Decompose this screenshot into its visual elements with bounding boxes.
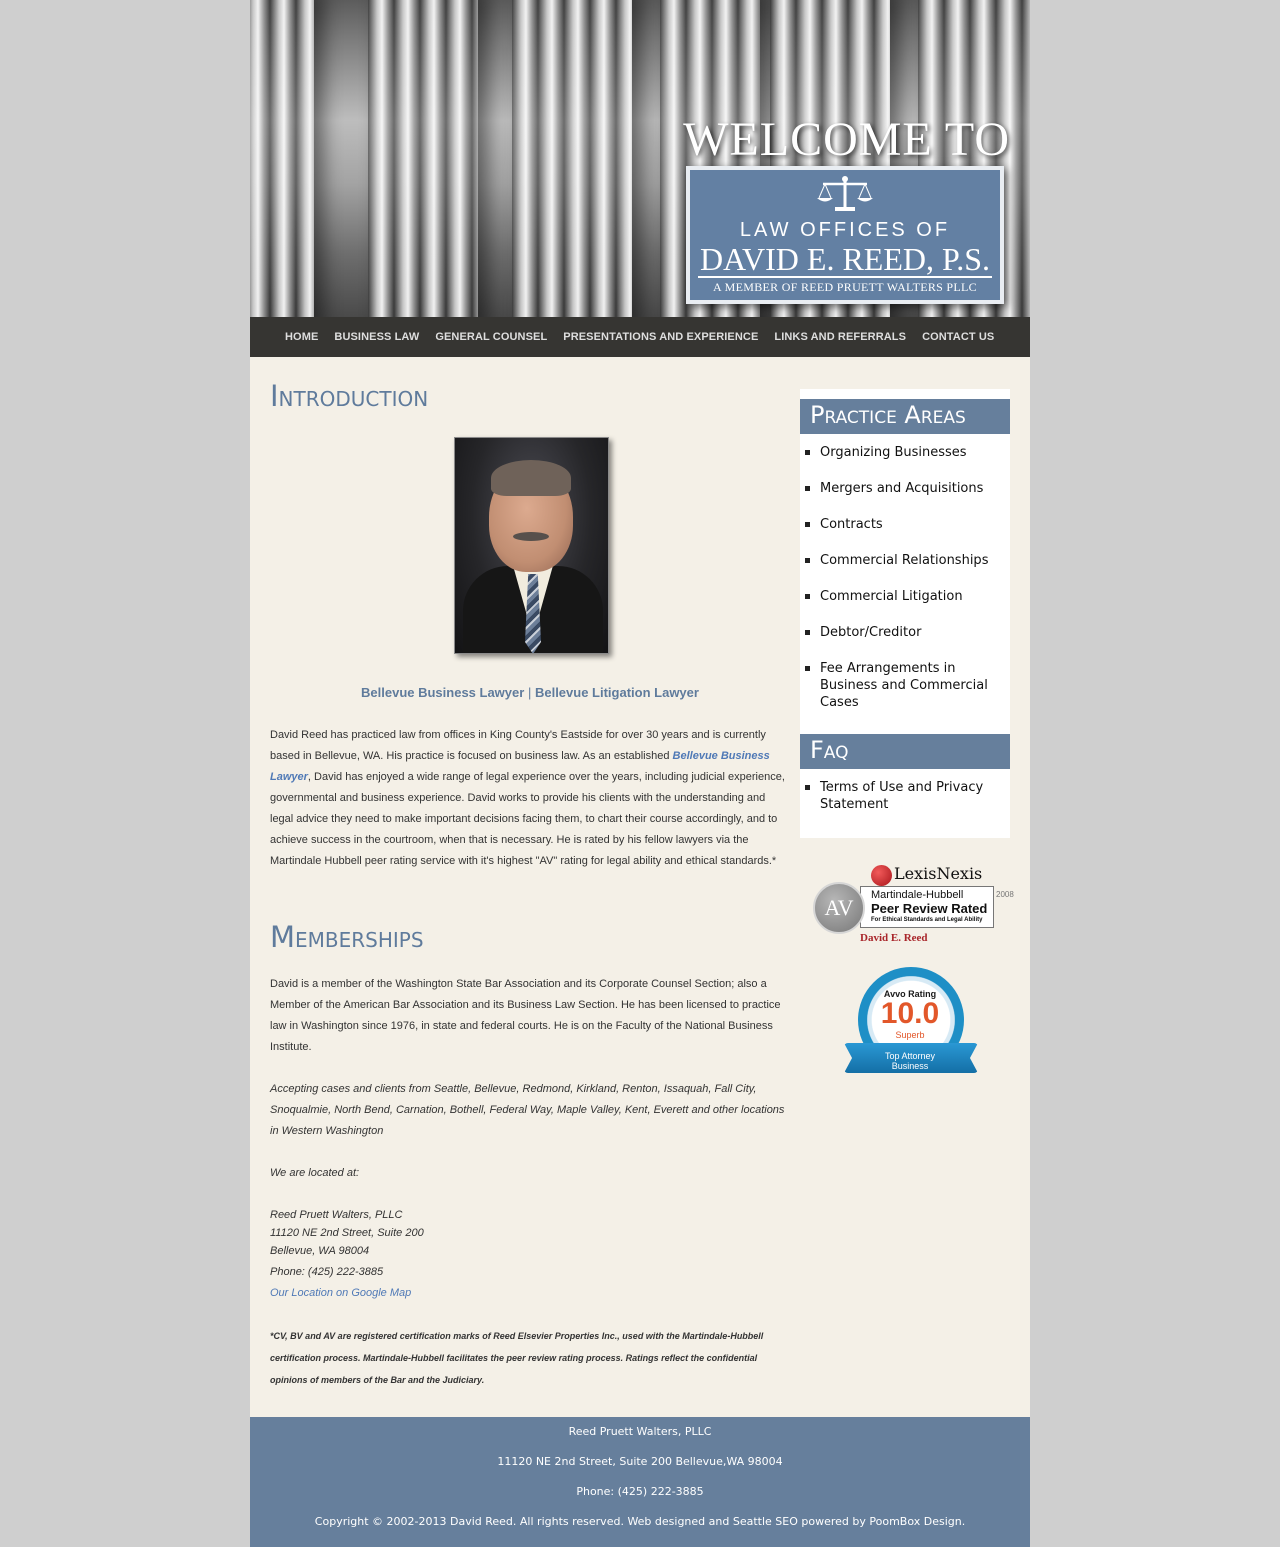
nav-item-business-law[interactable]: BUSINESS LAW — [334, 331, 420, 343]
column-decoration — [250, 0, 314, 317]
located-label: We are located at: — [270, 1167, 360, 1179]
memberships-title: Memberships — [270, 920, 424, 954]
column-decoration — [512, 0, 632, 317]
lexisnexis-logo-icon — [871, 865, 892, 886]
practice-item-commercial-relationships[interactable]: Commercial Relationships — [800, 552, 1010, 569]
mh-title: Martindale-Hubbell — [871, 889, 964, 901]
practice-item-commercial-litigation[interactable]: Commercial Litigation — [800, 588, 1010, 605]
address-line: 11120 NE 2nd Street, Suite 200 — [270, 1227, 424, 1239]
welcome-heading: WELCOME TO — [683, 113, 1010, 166]
attorney-photo — [454, 437, 609, 654]
content-area — [250, 357, 1030, 1417]
introduction-title: Introduction — [270, 379, 429, 413]
introduction-text-part2: , David has enjoyed a wide range of legal experience over the years, including judicial experience, governmental and business experience. David works to provide his clients with the understanding and legal advice they need to make important decisions facing them, to chart their course accordingly, and to achieve success in the courtroom, when that is necessary. He is rated by his fellow lawyers via the Martindale Hubbell peer rating service with it's highest "AV" rating for legal ability and ethical standards.* — [270, 771, 785, 867]
bellevue-business-lawyer-link[interactable]: Bellevue Business Lawyer — [270, 750, 770, 783]
scales-icon — [815, 174, 875, 214]
footer-phone: Phone: (425) 222-3885 — [576, 1485, 704, 1498]
footer-firm-name: Reed Pruett Walters, PLLC — [568, 1425, 712, 1438]
nav-item-general-counsel[interactable]: GENERAL COUNSEL — [435, 331, 548, 343]
faq-title: Faq — [800, 734, 1010, 769]
footer — [250, 1417, 1030, 1547]
tagline — [270, 685, 790, 700]
mh-attorney-name: David E. Reed — [860, 932, 928, 944]
introduction-text — [270, 725, 788, 872]
logo-line-firm-name: DAVID E. REED, P.S. — [699, 241, 991, 277]
nav-item-links-referrals[interactable]: LINKS AND REFERRALS — [774, 331, 907, 343]
practice-item-contracts[interactable]: Contracts — [800, 516, 1010, 533]
nav-item-presentations[interactable]: PRESENTATIONS AND EXPERIENCE — [563, 331, 759, 343]
practice-item-organizing-businesses[interactable]: Organizing Businesses — [800, 444, 1010, 461]
avvo-ribbon-line2: Business — [891, 1061, 929, 1071]
lexisnexis-brand: LexisNexis — [894, 864, 983, 883]
av-rating-icon: AV — [813, 882, 865, 934]
address-line: Bellevue, WA 98004 — [270, 1245, 370, 1257]
tagline-litigation-lawyer: Bellevue Litigation Lawyer — [534, 685, 699, 700]
practice-areas-title: Practice Areas — [800, 399, 1010, 434]
footer-address: 11120 NE 2nd Street, Suite 200 Bellevue,WA 98004 — [497, 1455, 783, 1468]
mh-peer-review: Peer Review Rated — [871, 901, 988, 916]
address-line: Reed Pruett Walters, PLLC — [270, 1209, 403, 1221]
main-nav — [250, 317, 1030, 357]
avvo-brand: Avvo Rating — [883, 989, 937, 999]
logo-line-member: A MEMBER OF REED PRUETT WALTERS PLLC — [713, 280, 977, 294]
mh-year: 2008 — [996, 890, 1014, 899]
tagline-business-lawyer: Bellevue Business Lawyer — [361, 685, 525, 700]
nav-item-home[interactable]: HOME — [285, 331, 319, 343]
logo-divider — [698, 276, 992, 278]
avvo-ribbon-line1: Top Attorney — [884, 1051, 936, 1061]
footer-copyright: Copyright © 2002-2013 David Reed. All rights reserved. Web designed and Seattle SEO powered by PoomBox Design. — [314, 1515, 966, 1528]
peer-review-box — [860, 886, 994, 928]
header-banner — [250, 0, 1030, 317]
nav-item-contact-us[interactable]: CONTACT US — [922, 331, 995, 343]
firm-logo[interactable] — [686, 166, 1004, 304]
mh-subtitle: For Ethical Standards and Legal Ability — [871, 917, 983, 923]
practice-areas-list — [800, 444, 1010, 730]
faq-item-terms-privacy[interactable]: Terms of Use and Privacy Statement — [800, 779, 1010, 813]
google-map-link[interactable]: Our Location on Google Map — [270, 1287, 412, 1299]
tagline-separator: | — [527, 685, 532, 700]
introduction-text-part1: David Reed has practiced law from offices in King County's Eastside for over 30 years and is currently based in Bellevue, WA. His practice is focused on business law. As an established — [270, 729, 766, 762]
rating-disclaimer: *CV, BV and AV are registered certification marks of Reed Elsevier Properties Inc., used with the Martindale-Hubbell certification process. Martindale-Hubbell facilitates the peer review rating process. Ratings reflect the confidential opinions of members of the Bar and the Judiciary. — [270, 1331, 764, 1385]
sidebar — [800, 389, 1010, 838]
office-address — [270, 1206, 424, 1260]
accepting-clients-text: Accepting cases and clients from Seattle, Bellevue, Redmond, Kirkland, Renton, Issaquah, Fall City, Snoqualmie, North Bend, Carnation, Bothell, Federal Way, Maple Valley, Kent, Everett and other locations in Western Washington — [270, 1083, 785, 1137]
martindale-hubbell-badge[interactable] — [810, 862, 1014, 947]
practice-item-debtor-creditor[interactable]: Debtor/Creditor — [800, 624, 1010, 641]
memberships-text: David is a member of the Washington State Bar Association and its Corporate Counsel Section; also a Member of the American Bar Association and its Business Law Section. He has been licensed to practice law in Washington since 1976, in state and federal courts. He is on the Faculty of the National Business Institute. — [270, 978, 781, 1053]
avvo-rating-badge[interactable] — [842, 967, 978, 1079]
avvo-label: Superb — [895, 1030, 925, 1040]
practice-item-fee-arrangements[interactable]: Fee Arrangements in Business and Commercial Cases — [800, 660, 1010, 711]
office-phone: Phone: (425) 222-3885 — [270, 1266, 384, 1278]
practice-item-mergers-acquisitions[interactable]: Mergers and Acquisitions — [800, 480, 1010, 497]
avvo-score: 10.0 — [880, 997, 940, 1030]
faq-list — [800, 779, 1010, 813]
logo-line-law-offices: LAW OFFICES OF — [739, 219, 951, 241]
column-decoration — [368, 0, 478, 317]
